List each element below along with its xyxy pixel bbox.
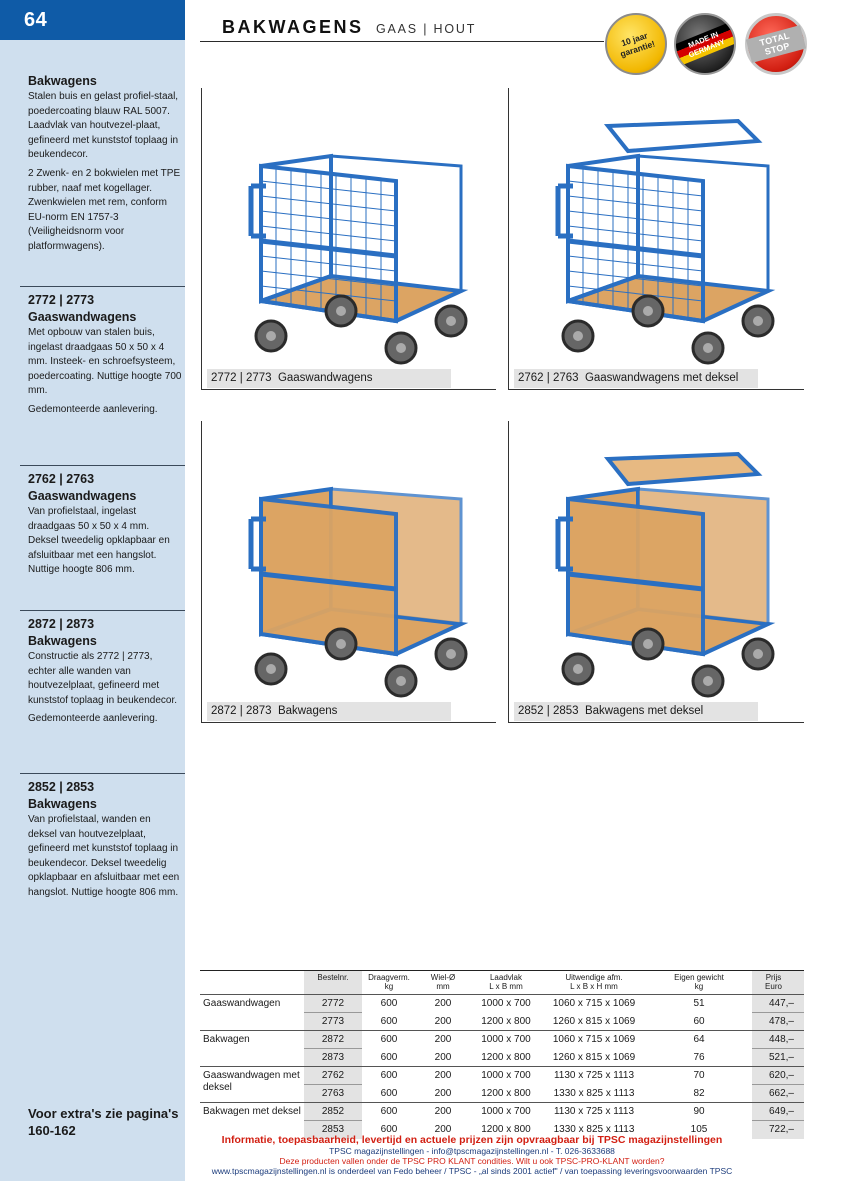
cell-deck: 1200 x 800	[481, 1087, 531, 1099]
col-outer-header: Uitwendige afm. L x B x H mm	[542, 971, 646, 995]
wheel-hub	[703, 676, 713, 686]
cell-weight: 64	[646, 1031, 752, 1049]
cell-outer: 1130 x 725 x 1113	[542, 1067, 646, 1085]
mesh-wire	[261, 211, 396, 226]
section-paragraph: Gedemonteerde aanlevering.	[28, 713, 158, 725]
cell-weight: 76	[693, 1051, 705, 1063]
wheel-hub	[396, 343, 406, 353]
cell-price: 478,–	[752, 1013, 804, 1031]
section-title: Bakwagens	[28, 634, 97, 648]
wheel-hub	[336, 639, 346, 649]
cell-wheel: 200	[434, 1124, 452, 1135]
cell-outer: 1060 x 715 x 1069	[542, 1031, 646, 1049]
cell-wheel: 200	[416, 995, 470, 1013]
cell-load: 600	[362, 1031, 416, 1049]
cell-deck: 1000 x 700	[470, 1067, 542, 1085]
wheel-hub	[753, 316, 763, 326]
row-group-name: Gaaswandwagen	[200, 995, 304, 1031]
cell-wheel: 200	[416, 1067, 470, 1085]
wheel-hub	[446, 316, 456, 326]
wheel-hub	[703, 343, 713, 353]
col-weight-header: Eigen gewicht kg	[646, 971, 752, 995]
page-subtitle: GAAS | HOUT	[376, 22, 477, 36]
cart-lid	[608, 454, 758, 484]
mesh-wire	[261, 181, 396, 196]
cell-code: 2873	[304, 1049, 362, 1067]
section-code: 2772 | 2773	[28, 293, 95, 307]
cell-outer: 1130 x 725 x 1113	[542, 1103, 646, 1121]
cell-code: 2763	[304, 1085, 362, 1103]
footer-info-line: Informatie, toepasbaarheid, levertijd en actuele prijzen zijn opvraagbaar bij TPSC magazijnstellingen	[221, 1134, 723, 1146]
table-header-row	[200, 971, 804, 995]
section-paragraph: Constructie als 2772 | 2773, echter alle wanden van houtvezelplaat, gefineerd met kunststof toplaag in beukendecor.	[28, 651, 177, 706]
product-image-2772	[201, 88, 496, 390]
image-caption: 2872 | 2873 Bakwagens	[207, 702, 451, 721]
cell-wheel: 200	[434, 1015, 452, 1027]
cell-weight: 70	[646, 1067, 752, 1085]
cell-price: 620,–	[752, 1067, 804, 1085]
footer-pro-klant-line: Deze producten vallen onder de TPSC PRO KLANT condities. Wilt u ook TPSC-PRO-KLANT worden?	[279, 1156, 665, 1166]
total-stop-badge	[745, 13, 807, 75]
cell-weight: 105	[690, 1124, 708, 1135]
mesh-wire	[568, 196, 703, 211]
wheel-hub	[396, 676, 406, 686]
mesh-lid-cart-illustration	[528, 96, 788, 366]
mesh-wire	[568, 256, 703, 271]
section-title: Gaaswandwagens	[28, 310, 137, 324]
cell-outer: 1330 x 825 x 1113	[553, 1124, 635, 1135]
footer-contact-line: TPSC magazijnstellingen - info@tpscmagazijnstellingen.nl - T. 026-3633688	[329, 1146, 615, 1156]
header-rule	[200, 41, 604, 42]
wheel-hub	[336, 306, 346, 316]
table-row	[200, 1103, 804, 1121]
cart-lid	[608, 121, 758, 151]
total-stop-badge-text: TOTAL STOP	[746, 25, 806, 63]
made-in-germany-badge-text: MADE IN GERMANY	[674, 23, 736, 65]
sidebar-section-2872	[28, 616, 182, 731]
section-paragraph: Van profielstaal, wanden en deksel van houtvezelplaat, gefineerd met kunststof toplaag in beukendecor. Deksel tweedelig opklapbaar en afsluitbaar met een hangslot. Nuttige hoogte 806 mm.	[28, 814, 180, 898]
section-title: Gaaswandwagens	[28, 489, 137, 503]
cart-rail	[261, 241, 396, 256]
cell-code: 2762	[304, 1067, 362, 1085]
section-paragraph: Van profielstaal, ingelast draadgaas 50 x 50 x 4 mm. Deksel tweedelig opklapbaar en afsluitbaar met een hangslot. Nuttige hoogte 806 mm.	[28, 506, 170, 576]
sidebar-divider	[20, 465, 185, 466]
cell-deck: 1200 x 800	[481, 1051, 531, 1063]
cell-load: 600	[380, 1124, 398, 1135]
sidebar-intro-paragraph: Stalen buis en gelast profiel-staal, poedercoating blauw RAL 5007. Laadvlak van houtvezel-plaat, gefineerd met kunststof toplaag in beukendecor.	[28, 91, 179, 161]
cell-load: 600	[362, 1103, 416, 1121]
wheel-hub	[753, 649, 763, 659]
cell-price: 722,–	[752, 1121, 804, 1139]
spec-table	[200, 970, 804, 1139]
wheel-hub	[573, 331, 583, 341]
mesh-wire	[261, 196, 396, 211]
section-code: 2762 | 2763	[28, 472, 95, 486]
sidebar	[0, 0, 185, 1181]
product-image-2762	[508, 88, 804, 390]
cell-wheel: 200	[416, 1103, 470, 1121]
cell-wheel: 200	[434, 1087, 452, 1099]
sidebar-divider	[20, 610, 185, 611]
row-group-name: Gaaswandwagen met deksel	[200, 1067, 304, 1103]
sidebar-divider	[20, 286, 185, 287]
cell-code: 2853	[304, 1121, 362, 1139]
cell-price: 521,–	[752, 1049, 804, 1067]
cell-load: 600	[362, 995, 416, 1013]
cell-weight: 82	[693, 1087, 705, 1099]
wheel-hub	[266, 664, 276, 674]
cell-code: 2773	[304, 1013, 362, 1031]
col-load-header: Draagverm. kg	[362, 971, 416, 995]
row-group-name: Bakwagen	[200, 1031, 304, 1067]
cell-code: 2852	[304, 1103, 362, 1121]
cell-outer: 1260 x 815 x 1069	[552, 1051, 636, 1063]
sidebar-footer-note: Voor extra's zie pagina's 160-162	[28, 1106, 179, 1138]
cell-price: 649,–	[752, 1103, 804, 1121]
page-number: 64	[24, 9, 48, 31]
row-group-name: Bakwagen met deksel	[200, 1103, 304, 1139]
wood-cart-illustration	[221, 429, 481, 699]
cell-price: 448,–	[752, 1031, 804, 1049]
cell-outer: 1330 x 825 x 1113	[553, 1087, 635, 1099]
section-code: 2852 | 2853	[28, 780, 95, 794]
cell-deck: 1000 x 700	[470, 1031, 542, 1049]
mesh-wire	[568, 226, 703, 241]
product-image-2852	[508, 421, 804, 723]
sidebar-intro-title: Bakwagens	[28, 74, 97, 88]
cell-weight: 51	[646, 995, 752, 1013]
mesh-wire	[568, 181, 703, 196]
image-caption: 2852 | 2853 Bakwagens met deksel	[514, 702, 758, 721]
page-number-box	[0, 0, 185, 40]
sidebar-section-2772	[28, 292, 182, 422]
table-row	[200, 1067, 804, 1085]
cell-load: 600	[362, 1067, 416, 1085]
table-row	[200, 995, 804, 1013]
col-wheel-header: Wiel-Ø mm	[416, 971, 470, 995]
mesh-wire	[568, 211, 703, 226]
product-image-2872	[201, 421, 496, 723]
sidebar-intro	[28, 72, 182, 259]
footer-website-line: www.tpscmagazijnstellingen.nl is onderdeel van Fedo beheer / TPSC - „al sinds 2001 actief" / van toepassing leveringsvoorwaarden TPSC	[211, 1166, 733, 1176]
image-caption: 2772 | 2773 Gaaswandwagens	[207, 369, 451, 388]
cell-price: 662,–	[752, 1085, 804, 1103]
wheel-hub	[446, 649, 456, 659]
made-in-germany-badge	[674, 13, 736, 75]
section-paragraph: Met opbouw van stalen buis, ingelast draadgaas 50 x 50 x 4 mm. Insteek- en schroefsysteem, poedercoating. Nuttige hoogte 700 mm.	[28, 327, 182, 397]
cell-weight: 60	[693, 1015, 705, 1027]
mesh-wire	[261, 256, 396, 271]
cell-wheel: 200	[434, 1051, 452, 1063]
wheel-hub	[573, 664, 583, 674]
cell-load: 600	[380, 1087, 398, 1099]
cell-load: 600	[380, 1051, 398, 1063]
warranty-badge-text: 10 jaar garantie!	[618, 30, 657, 60]
cell-deck: 1200 x 800	[481, 1124, 531, 1135]
section-title: Bakwagens	[28, 797, 97, 811]
page-footer	[100, 1134, 844, 1176]
warranty-badge	[605, 13, 667, 75]
wheel-hub	[643, 639, 653, 649]
cell-code: 2772	[304, 995, 362, 1013]
col-price-header: Prijs Euro	[752, 971, 804, 995]
cell-code: 2872	[304, 1031, 362, 1049]
mesh-wire	[261, 226, 396, 241]
cart-rail	[568, 241, 703, 256]
table-row	[200, 1031, 804, 1049]
cell-wheel: 200	[416, 1031, 470, 1049]
cell-deck: 1200 x 800	[481, 1015, 531, 1027]
cell-outer: 1060 x 715 x 1069	[542, 995, 646, 1013]
wheel-hub	[266, 331, 276, 341]
wheel-hub	[643, 306, 653, 316]
cell-load: 600	[380, 1015, 398, 1027]
cell-deck: 1000 x 700	[470, 1103, 542, 1121]
cell-outer: 1260 x 815 x 1069	[552, 1015, 636, 1027]
section-code: 2872 | 2873	[28, 617, 95, 631]
mesh-cart-illustration	[221, 96, 481, 366]
sidebar-divider	[20, 773, 185, 774]
section-paragraph: Gedemonteerde aanlevering.	[28, 403, 158, 415]
page-title: BAKWAGENS	[222, 17, 364, 37]
cell-weight: 90	[646, 1103, 752, 1121]
sidebar-intro-paragraph: 2 Zwenk- en 2 bokwielen met TPE rubber, naaf met kogellager. Zwenkwielen met rem, conform EU-norm EN 1757-3 (Veiligheidsnorm voor platformwagens).	[28, 167, 181, 252]
sidebar-section-2852	[28, 779, 182, 905]
col-deck-header: Laadvlak L x B mm	[470, 971, 542, 995]
cell-price: 447,–	[752, 995, 804, 1013]
cell-deck: 1000 x 700	[470, 995, 542, 1013]
image-caption: 2762 | 2763 Gaaswandwagens met deksel	[514, 369, 758, 388]
wood-lid-cart-illustration	[528, 429, 788, 699]
sidebar-section-2762	[28, 471, 182, 582]
col-code-header: Bestelnr.	[304, 971, 362, 995]
